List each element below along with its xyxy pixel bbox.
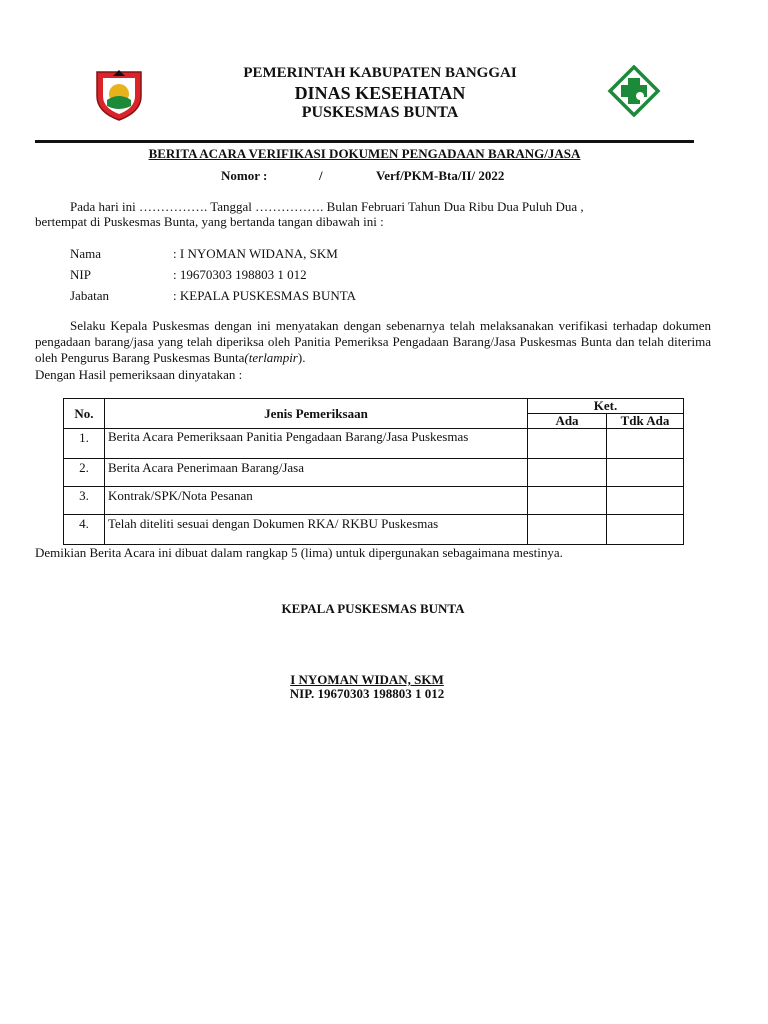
row-no: 3.	[64, 487, 105, 515]
row-tdk	[607, 459, 684, 487]
field-position-label: Jabatan	[70, 288, 109, 303]
signature-name: I NYOMAN WIDAN, SKM	[290, 672, 444, 687]
row-ada	[528, 515, 607, 545]
col-no-header: No.	[64, 399, 105, 429]
field-name-label: Nama	[70, 246, 102, 261]
row-jenis: Berita Acara Pemeriksaan Panitia Pengadaan Barang/Jasa Puskesmas	[105, 429, 528, 459]
result-intro: Dengan Hasil pemeriksaan dinyatakan :	[35, 367, 243, 382]
statement-paragraph	[35, 318, 711, 366]
signature-position: KEPALA PUSKESMAS BUNTA	[281, 601, 465, 616]
table-row	[64, 487, 684, 515]
row-tdk	[607, 429, 684, 459]
row-tdk	[607, 487, 684, 515]
row-jenis: Berita Acara Penerimaan Barang/Jasa	[105, 459, 528, 487]
table-row	[64, 459, 684, 487]
col-ket-header: Ket.	[528, 399, 684, 414]
field-name-value: : I NYOMAN WIDANA, SKM	[173, 246, 338, 261]
statement-end: ).	[297, 350, 306, 365]
table-row	[64, 515, 684, 545]
field-nip-value: : 19670303 198803 1 012	[173, 267, 307, 282]
statement-attached: (terlampir	[244, 350, 298, 365]
row-no: 2.	[64, 459, 105, 487]
nomor-label: Nomor :	[221, 168, 268, 183]
nomor-separator: /	[319, 168, 323, 183]
col-tdk-header: Tdk Ada	[607, 414, 684, 429]
field-position-value: : KEPALA PUSKESMAS BUNTA	[173, 288, 357, 303]
header-government: PEMERINTAH KABUPATEN BANGGAI	[243, 65, 517, 81]
puskesmas-health-cross-icon	[607, 65, 661, 117]
header-divider	[35, 140, 694, 143]
row-no: 1.	[64, 429, 105, 459]
statement-text: Selaku Kepala Puskesmas dengan ini menyatakan dengan sebenarnya telah melaksanakan verifikasi terhadap dokumen pengadaan barang/jasa yang telah diperiksa oleh Panitia Pemeriksa Pengadaan Barang/Jasa Puskesmas Bunta dan telah diterima oleh Pengurus Barang Puskesmas Bunta	[35, 318, 711, 365]
header-unit: PUSKESMAS BUNTA	[301, 104, 459, 121]
banggai-regency-emblem-icon	[91, 66, 147, 122]
row-tdk	[607, 515, 684, 545]
col-jenis-header: Jenis Pemeriksaan	[105, 399, 528, 429]
row-jenis: Telah diteliti sesuai dengan Dokumen RKA/ RKBU Puskesmas	[105, 515, 528, 545]
row-no: 4.	[64, 515, 105, 545]
col-ada-header: Ada	[528, 414, 607, 429]
document-number	[221, 168, 505, 184]
intro-line-2: bertempat di Puskesmas Bunta, yang bertanda tangan dibawah ini :	[35, 214, 384, 229]
row-ada	[528, 429, 607, 459]
intro-line-1: Pada hari ini ……………. Tanggal ……………. Bulan Februari Tahun Dua Ribu Dua Puluh Dua ,	[70, 199, 584, 214]
table-row	[64, 429, 684, 459]
field-nip-label: NIP	[70, 267, 91, 282]
signature-nip: NIP. 19670303 198803 1 012	[289, 686, 445, 701]
nomor-code: Verf/PKM-Bta/II/ 2022	[376, 168, 505, 183]
closing-statement: Demikian Berita Acara ini dibuat dalam rangkap 5 (lima) untuk dipergunakan sebagaimana mestinya.	[35, 545, 563, 560]
examination-table	[63, 398, 684, 545]
row-ada	[528, 487, 607, 515]
document-title: BERITA ACARA VERIFIKASI DOKUMEN PENGADAAN BARANG/JASA	[148, 146, 581, 161]
header-agency: DINAS KESEHATAN	[294, 83, 466, 103]
row-jenis: Kontrak/SPK/Nota Pesanan	[105, 487, 528, 515]
row-ada	[528, 459, 607, 487]
